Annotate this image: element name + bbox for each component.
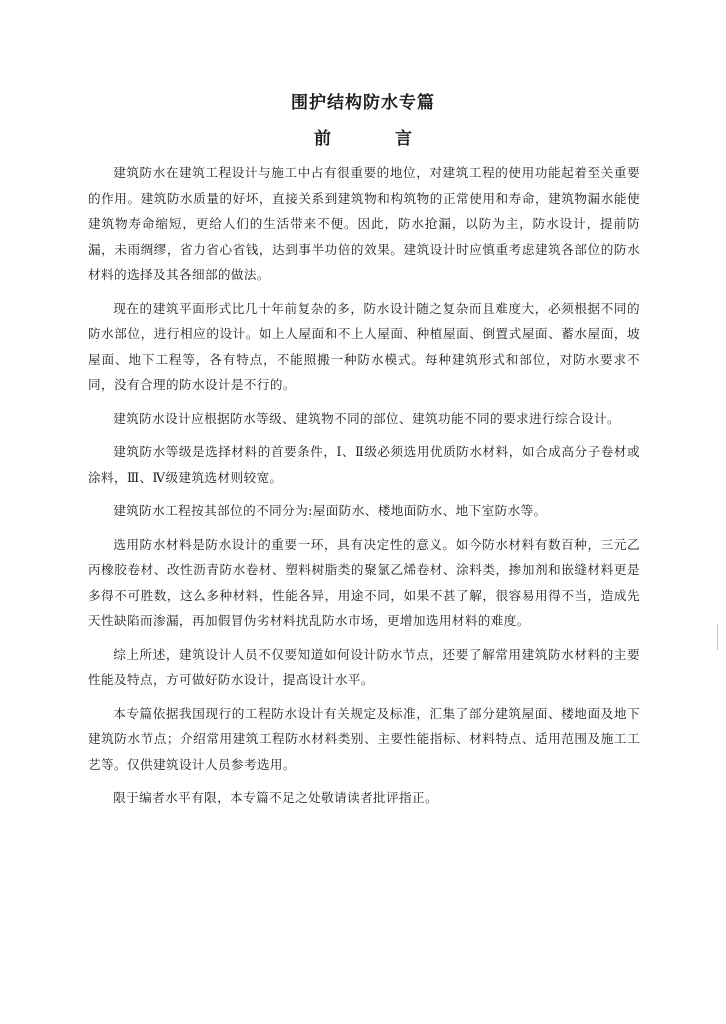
paragraph: 限于编者水平有限，本专篇不足之处敬请读者批评指正。	[113, 790, 439, 805]
paragraph: 建筑防水等级是选择材料的首要条件，Ⅰ、Ⅱ级必须选用优质防水材料，如合成高分子卷材或涂料，Ⅲ、Ⅳ级建筑选材则较宽。	[88, 444, 640, 485]
paragraph: 综上所述，建筑设计人员不仅要知道如何设计防水节点，还要了解常用建筑防水材料的主要性能及特点，方可做好防水设计，提高设计水平。	[88, 646, 640, 687]
paragraph: 本专篇依据我国现行的工程防水设计有关规定及标准，汇集了部分建筑屋面、楼地面及地下建筑防水节点；介绍常用建筑工程防水材料类别、主要性能指标、材料特点、适用范围及施工工艺等。仅供建筑设计人员参考选用。	[88, 705, 640, 772]
scan-margin-mark	[717, 624, 718, 650]
document-title: 围护结构防水专篇	[291, 93, 435, 113]
paragraph: 建筑防水在建筑工程设计与施工中占有很重要的地位，对建筑工程的使用功能起着至关重要的作用。建筑防水质量的好坏，直接关系到建筑物和构筑物的正常使用和寿命，建筑物漏水能使建筑物寿命缩短，更给人们的生活带来不便。因此，防水抢漏，以防为主，防水设计，提前防漏，未雨绸缪，省力省心省钱，达到事半功倍的效果。建筑设计时应慎重考虑建筑各部位的防水材料的选择及其各细部的做法。	[88, 165, 640, 282]
document-body	[88, 160, 640, 819]
paragraph: 建筑防水设计应根据防水等级、建筑物不同的部位、建筑功能不同的要求进行综合设计。	[113, 410, 620, 426]
paragraph: 现在的建筑平面形式比几十年前复杂的多，防水设计随之复杂而且难度大，必须根据不同的防水部位，进行相应的设计。如上人屋面和不上人屋面、种植屋面、倒置式屋面、蓄水屋面，坡屋面、地下工程等，各有特点，不能照搬一种防水模式。每种建筑形式和部位，对防水要求不同，没有合理的防水设计是不行的。	[88, 300, 640, 392]
paragraph: 建筑防水工程按其部位的不同分为:屋面防水、楼地面防水、地下室防水等。	[113, 503, 547, 518]
section-heading: 前言	[314, 129, 476, 149]
paragraph: 选用防水材料是防水设计的重要一环，具有决定性的意义。如今防水材料有数百种，三元乙丙橡胶卷材、改性沥青防水卷材、塑料树脂类的聚氯乙烯卷材、涂料类，掺加剂和嵌缝材料更是多得不可胜数，这么多种材料，性能各异，用途不同，如果不甚了解，很容易用得不当，造成先天性缺陷而渗漏，再加假冒伪劣材料扰乱防水市场，更增加选用材料的难度。	[88, 536, 640, 628]
